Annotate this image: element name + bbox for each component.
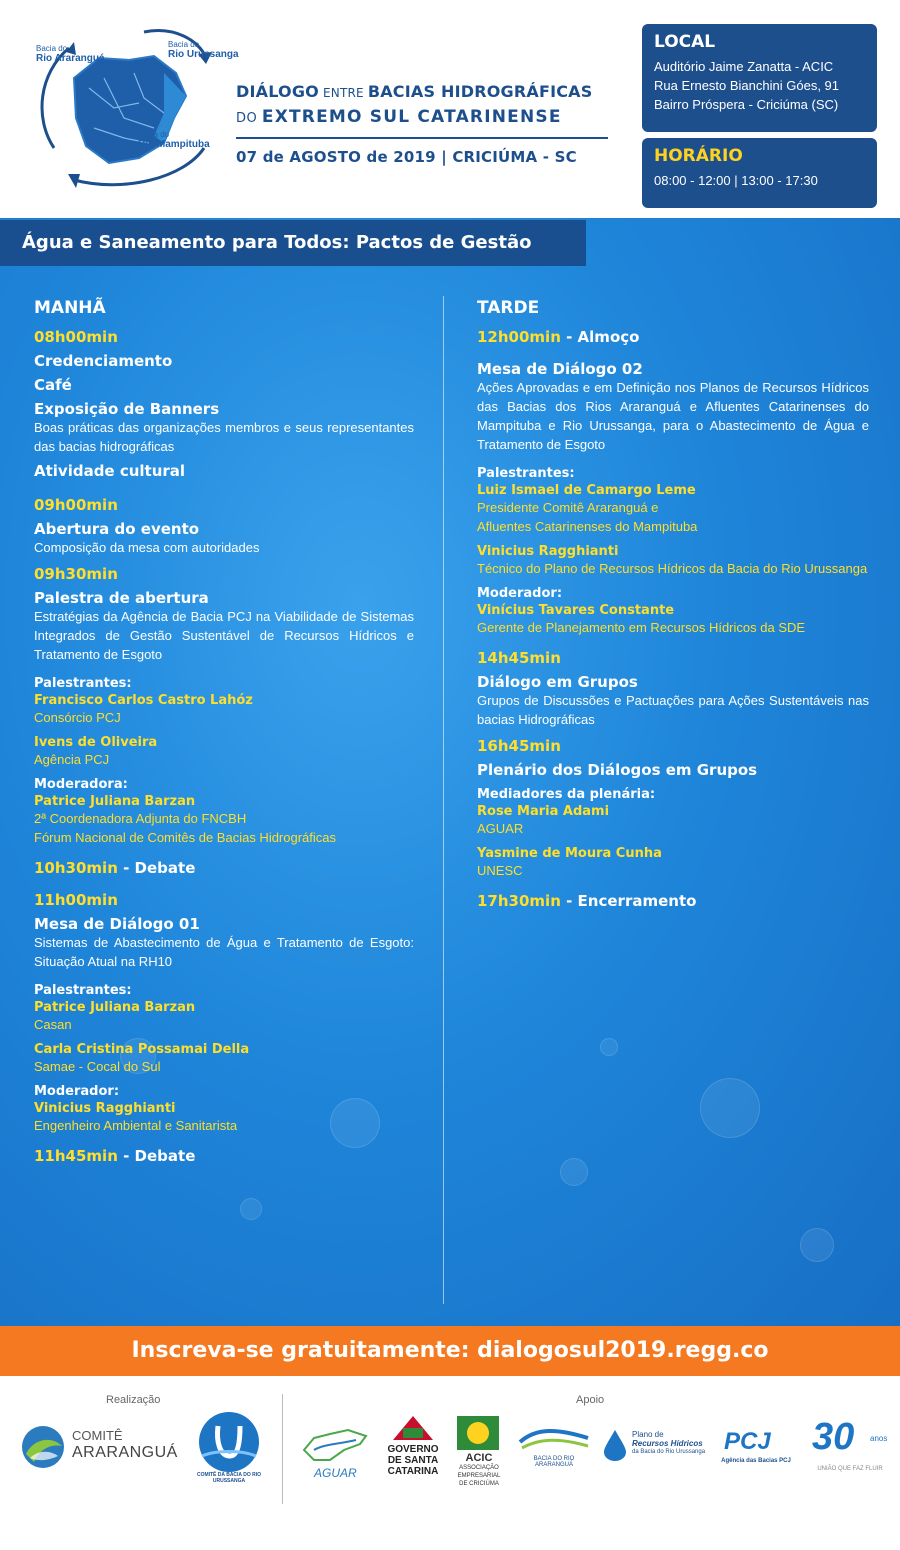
organizers-label: Realização xyxy=(106,1394,161,1406)
logo-text: 30 xyxy=(812,1416,855,1458)
event-title xyxy=(236,82,612,166)
signup-link[interactable]: Inscreva-se gratuitamente: dialogosul2019.regg.co xyxy=(0,1326,900,1376)
agenda-item: Credenciamento xyxy=(34,352,173,370)
speaker-org: Presidente Comitê Araranguá e xyxy=(477,500,659,515)
logo-text: ARARANGUÁ xyxy=(72,1444,178,1461)
mediator-org: UNESC xyxy=(477,863,523,878)
mediator-name: Yasmine de Moura Cunha xyxy=(477,846,662,861)
location-line: Bairro Próspera - Criciúma (SC) xyxy=(654,97,839,112)
role-heading: Mediadores da plenária: xyxy=(477,787,656,802)
agenda-description: Sistemas de Abastecimento de Água e Tratamento de Esgoto: Situação Atual na RH10 xyxy=(34,935,414,969)
moderator-org: Fórum Nacional de Comitês de Bacias Hidrográficas xyxy=(34,830,337,845)
time-slot: 08h00min xyxy=(34,328,118,346)
speaker-name: Francisco Carlos Castro Lahóz xyxy=(34,693,253,708)
map-label-urussanga xyxy=(168,40,239,60)
speaker-org: Agência PCJ xyxy=(34,752,110,767)
agenda-item: - Debate xyxy=(117,859,196,877)
moderator-name: Patrice Juliana Barzan xyxy=(34,794,196,809)
title-line-1 xyxy=(236,82,612,101)
event-map-logo xyxy=(14,18,246,196)
logo-text: da Bacia do Rio Urussanga xyxy=(632,1449,706,1455)
role-heading: Moderador: xyxy=(477,586,563,601)
speaker-name: Carla Cristina Possamai Della xyxy=(34,1042,250,1057)
logo-text: EMPRESARIAL xyxy=(457,1473,501,1479)
urussanga-wave-icon xyxy=(194,1412,264,1472)
water-bubble xyxy=(600,1038,618,1056)
consorcio-pcj-logo xyxy=(808,1416,892,1486)
speaker-org: Técnico do Plano de Recursos Hídricos da Bacia do Rio Urussanga xyxy=(477,561,868,576)
title-word: DIÁLOGO xyxy=(236,82,319,101)
logo-text: GOVERNO xyxy=(387,1444,439,1455)
pcj-logo xyxy=(718,1428,794,1468)
speaker-name: Patrice Juliana Barzan xyxy=(34,1000,196,1015)
moderator-name: Vinicius Ragghianti xyxy=(34,1101,176,1116)
wave-icon xyxy=(516,1420,592,1454)
mediator-org: AGUAR xyxy=(477,821,524,836)
time-slot xyxy=(34,1147,414,1165)
logo-text: ACIC xyxy=(465,1452,493,1464)
location-heading: LOCAL xyxy=(654,32,716,52)
afternoon-column xyxy=(477,298,869,910)
governo-sc-logo xyxy=(385,1414,441,1492)
comite-ararangua-logo xyxy=(20,1424,180,1472)
water-bubble xyxy=(800,1228,834,1262)
acic-logo xyxy=(455,1414,503,1494)
role-heading: Palestrantes: xyxy=(477,466,575,481)
morning-title: MANHÃ xyxy=(34,298,106,318)
logo-text: PCJ xyxy=(724,1428,771,1455)
event-date: 07 de AGOSTO de 2019 | CRICIÚMA - SC xyxy=(236,148,577,166)
logos-divider xyxy=(282,1394,283,1504)
agenda-item: Abertura do evento xyxy=(34,520,200,538)
agenda-description: Boas práticas das organizações membros e seus representantes das bacias hidrográficas xyxy=(34,420,414,454)
moderator-org: Engenheiro Ambiental e Sanitarista xyxy=(34,1118,238,1133)
agenda-description: Composição da mesa com autoridades xyxy=(34,540,260,555)
map-label-small: Bacia do xyxy=(168,40,200,49)
moderator-org: Gerente de Planejamento em Recursos Hídricos da SDE xyxy=(477,620,806,635)
water-drop-icon xyxy=(600,1428,630,1462)
theme-banner: Água e Saneamento para Todos: Pactos de Gestão xyxy=(0,220,586,266)
afternoon-title: TARDE xyxy=(477,298,540,318)
logo-text: AGUAR xyxy=(314,1466,357,1480)
speaker-org: Afluentes Catarinenses do Mampituba xyxy=(477,519,698,534)
column-divider xyxy=(443,296,444,1304)
logo-text: DE SANTA xyxy=(387,1455,439,1466)
location-box xyxy=(642,24,877,132)
time-value: 10h30min xyxy=(34,859,118,877)
time-slot xyxy=(477,892,869,910)
agenda-item: Café xyxy=(34,376,72,394)
location-line: Rua Ernesto Bianchini Góes, 91 xyxy=(654,78,839,93)
water-bubble xyxy=(560,1158,588,1186)
moderator-name: Vinícius Tavares Constante xyxy=(477,603,675,618)
time-slot: 14h45min xyxy=(477,649,561,667)
ararangua-swirl-icon xyxy=(20,1424,66,1470)
title-word: BACIAS HIDROGRÁFICAS xyxy=(367,82,593,101)
logo-text: CATARINA xyxy=(387,1466,439,1477)
agenda-item: Mesa de Diálogo 01 xyxy=(34,915,200,933)
agenda-item: Atividade cultural xyxy=(34,462,186,480)
plano-urussanga-logo xyxy=(600,1428,708,1468)
role-heading: Palestrantes: xyxy=(34,676,132,691)
water-bubble xyxy=(240,1198,262,1220)
map-label-small: Bacia do xyxy=(36,44,68,53)
map-label-small: Bacia do xyxy=(138,130,170,139)
role-heading: Palestrantes: xyxy=(34,983,132,998)
time-value: 17h30min xyxy=(477,892,561,910)
agenda-item: - Almoço xyxy=(560,328,640,346)
title-line-2 xyxy=(236,107,612,127)
map-label-name: Rio Urussanga xyxy=(168,49,239,60)
logo-text: DE CRICIÚMA xyxy=(459,1481,499,1487)
map-label-ararangua xyxy=(36,44,105,64)
schedule-box xyxy=(642,138,877,208)
speaker-org: Consórcio PCJ xyxy=(34,710,121,725)
comite-urussanga-logo xyxy=(194,1412,264,1484)
water-bubble xyxy=(700,1078,760,1138)
agenda-item: Mesa de Diálogo 02 xyxy=(477,360,643,378)
logo-text: BACIA DO RIO ARARANGUÁ xyxy=(533,1456,575,1468)
logo-text: UNIÃO QUE FAZ FLUIR xyxy=(817,1466,883,1472)
speaker-org: Casan xyxy=(34,1017,72,1032)
map-label-name: Rio Mampituba xyxy=(138,139,210,150)
title-word: EXTREMO SUL CATARINENSE xyxy=(261,107,562,127)
agenda-description: Estratégias da Agência de Bacia PCJ na Viabilidade de Sistemas Integrados de Gestão Sustentável de Recursos Hídricos e Tratamento de Esgoto xyxy=(34,609,414,662)
time-slot: 09h30min xyxy=(34,565,118,583)
logo-text: Recursos Hídricos xyxy=(632,1439,703,1448)
speaker-name: Vinicius Ragghianti xyxy=(477,544,619,559)
agenda-description: Ações Aprovadas e em Definição nos Planos de Recursos Hídricos das Bacias dos Rios Araranguá e Afluentes Catarinenses do Mampituba e Rio Urussanga, para o Abastecimento de Água e Tratamento de Esgoto xyxy=(477,380,869,452)
map-label-mampituba xyxy=(138,130,210,150)
time-slot: 09h00min xyxy=(34,496,118,514)
time-slot: 11h00min xyxy=(34,891,118,909)
map-label-name: Rio Araranguá xyxy=(36,53,105,64)
sponsor-logos xyxy=(0,1376,900,1550)
agenda-item: Plenário dos Diálogos em Grupos xyxy=(477,761,758,779)
role-heading: Moderadora: xyxy=(34,777,128,792)
program-section xyxy=(0,218,900,1326)
acic-emblem-icon xyxy=(455,1414,501,1452)
aguar-logo xyxy=(300,1420,372,1490)
santa-catarina-map-icon xyxy=(300,1420,370,1466)
agenda-item: - Debate xyxy=(117,1147,196,1165)
location-line: Auditório Jaime Zanatta - ACIC xyxy=(654,59,834,74)
agenda-description: Grupos de Discussões e Pactuações para Ações Sustentáveis nas bacias Hidrográficas xyxy=(477,693,869,727)
agenda-item: Palestra de abertura xyxy=(34,589,209,607)
agenda-item: Exposição de Banners xyxy=(34,400,220,418)
spacer xyxy=(34,480,414,488)
time-value: 12h00min xyxy=(477,328,561,346)
agenda-item: - Encerramento xyxy=(560,892,697,910)
speaker-org: Samae - Cocal do Sul xyxy=(34,1059,161,1074)
time-slot xyxy=(477,328,869,346)
speaker-name: Luiz Ismael de Camargo Leme xyxy=(477,483,696,498)
agenda-item: Diálogo em Grupos xyxy=(477,673,638,691)
moderator-org: 2ª Coordenadora Adjunta do FNCBH xyxy=(34,811,247,826)
logo-text: Plano de xyxy=(632,1430,664,1439)
speaker-name: Ivens de Oliveira xyxy=(34,735,158,750)
logo-text: Agência das Bacias PCJ xyxy=(721,1458,791,1464)
mediator-name: Rose Maria Adami xyxy=(477,804,610,819)
logo-text: COMITÊ DA BACIA DO RIO URUSSANGA xyxy=(196,1472,262,1484)
role-heading: Moderador: xyxy=(34,1084,120,1099)
logo-text: ASSOCIAÇÃO xyxy=(459,1465,499,1471)
title-word: ENTRE xyxy=(318,86,368,100)
time-slot xyxy=(34,859,414,877)
sc-flag-icon xyxy=(385,1414,441,1444)
schedule-hours: 08:00 - 12:00 | 13:00 - 17:30 xyxy=(654,173,818,188)
morning-column xyxy=(34,298,414,1165)
title-divider xyxy=(236,137,608,139)
logo-text: anos xyxy=(870,1434,888,1443)
supporters-label: Apoio xyxy=(576,1394,605,1406)
logo-text: COMITÊ xyxy=(72,1428,123,1443)
title-word: DO xyxy=(236,111,262,126)
schedule-heading: HORÁRIO xyxy=(654,146,743,166)
header xyxy=(0,0,900,218)
plano-ararangua-logo xyxy=(516,1420,592,1470)
time-value: 11h45min xyxy=(34,1147,118,1165)
time-slot: 16h45min xyxy=(477,737,561,755)
